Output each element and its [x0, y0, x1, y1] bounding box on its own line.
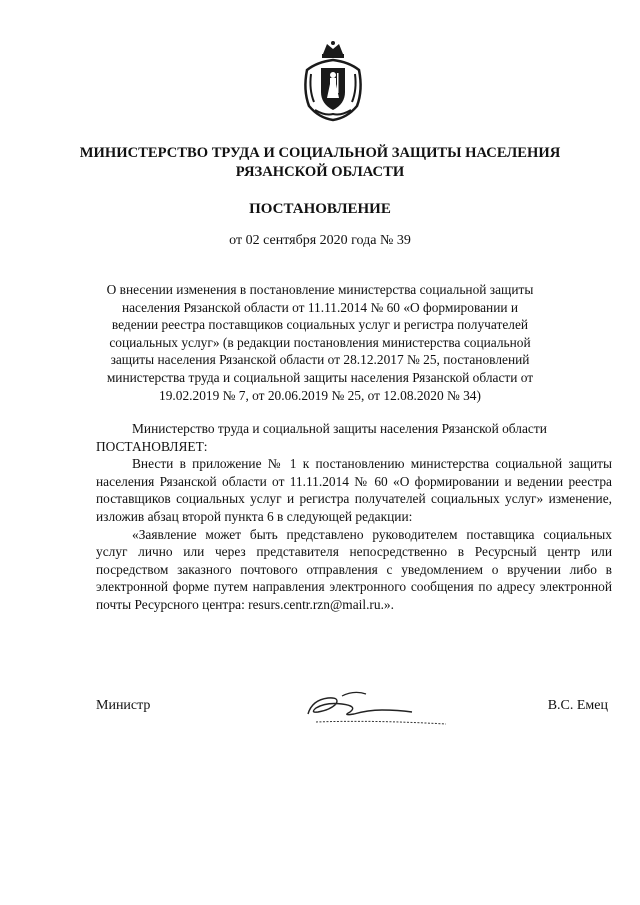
body-paragraph-2: «Заявление может быть представлено руководителем поставщика социальных услуг лично или через представителя непосредственно в Ресурсный центр или посредством заказного почтового отправления с уведомлением о вручении либо в электронной форме путем направления электронного сообщения по адресу электронной почты Ресурсного центра: resurs.centr.rzn@mail.ru.». [96, 526, 612, 612]
ministry-name [60, 144, 580, 182]
body-intro: Министерство труда и социальной защиты населения Рязанской области [132, 421, 547, 436]
ministry-name-line2: РЯЗАНСКОЙ ОБЛАСТИ [235, 164, 405, 180]
signatory-title: Министр [96, 698, 151, 713]
body-paragraph-1: Внести в приложение № 1 к постановлению министерства социальной защиты населения Рязанской области от 11.11.2014 № 60 «О формировании и ведении реестра поставщиков социальных услуг и регистра получателей социальных услуг» изменение, изложив абзац второй пункта 6 в следующей редакции: [96, 456, 612, 524]
body-resolves: ПОСТАНОВЛЯЕТ: [96, 438, 208, 454]
document-subject: О внесении изменения в постановление министерства социальной защиты населения Рязанской области от 11.11.2014 № 60 «О формировании и ведении реестра поставщиков социальных услуг и регистра получателей социальных услуг» (в редакции постановления министерства социальной защиты населения Рязанской области от 28.12.2017 № 25, постановлений министерства труда и социальной защиты населения Рязанской области от 19.02.2019 № 7, от 20.06.2019 № 25, от 12.08.2020 № 34) [106, 282, 534, 403]
handwritten-signature [302, 686, 452, 728]
document-date-number: от 02 сентября 2020 года № 39 [229, 233, 411, 248]
document-body [96, 420, 612, 614]
signatory-name: В.С. Емец [547, 698, 608, 713]
ministry-name-line1: МИНИСТЕРСТВО ТРУДА И СОЦИАЛЬНОЙ ЗАЩИТЫ НАСЕЛЕНИЯ [79, 145, 561, 161]
document-type: ПОСТАНОВЛЕНИЕ [249, 201, 391, 217]
coat-of-arms-icon [301, 40, 365, 122]
